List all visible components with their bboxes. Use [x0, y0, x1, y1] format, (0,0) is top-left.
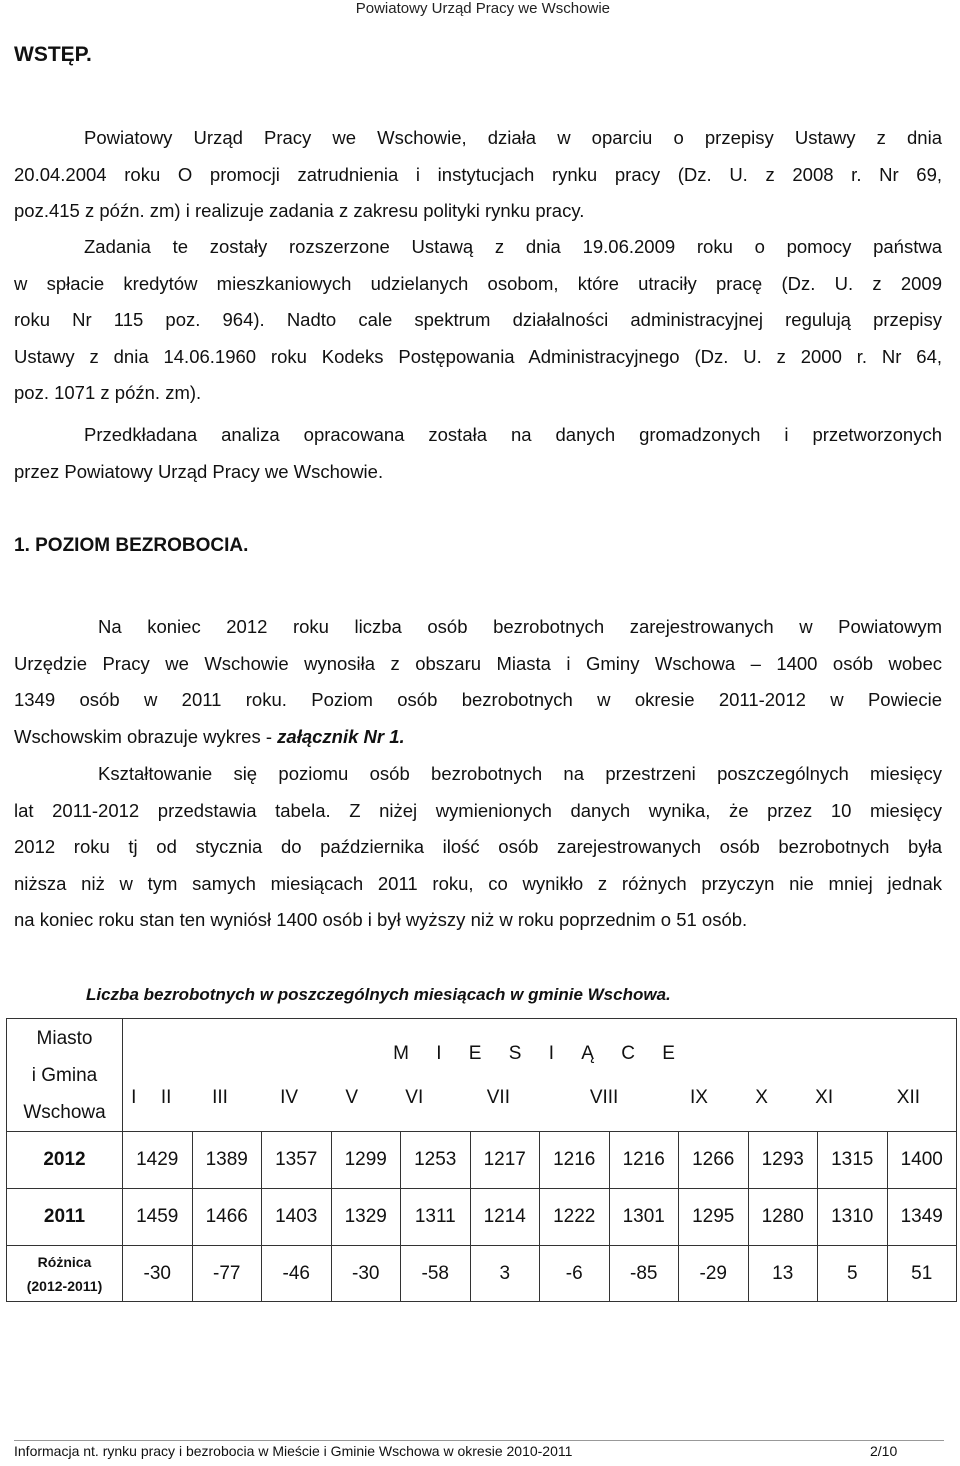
table-cell: 1329	[331, 1189, 401, 1246]
diff-cell: -30	[331, 1246, 401, 1302]
text-fragment: Wschowskim obrazuje wykres -	[14, 725, 278, 747]
corner-line: i Gmina	[31, 1064, 98, 1086]
table-cell: 1315	[818, 1132, 888, 1189]
month-header: I	[131, 1087, 137, 1108]
table-cell: 1403	[262, 1189, 332, 1246]
corner-line: Wschowa	[23, 1101, 106, 1123]
table-cell: 1253	[401, 1132, 471, 1189]
table-cell: 1389	[192, 1132, 262, 1189]
text-line: 20.04.2004 roku O promocji zatrudnienia i instytucjach rynku pracy (Dz. U. z 2008 r. Nr 69,	[14, 163, 942, 185]
section1-paragraph-2	[14, 756, 942, 939]
months-title: M I E S I Ą C E	[393, 1043, 686, 1064]
text-line: 2012 roku tj od stycznia do października ilość osób zarejestrowanych osób bezrobotnych była	[14, 836, 942, 857]
intro-paragraph-2	[14, 229, 942, 412]
table-cell: 1466	[192, 1189, 262, 1246]
table-cell: 1280	[748, 1189, 818, 1246]
footer-text: Informacja nt. rynku pracy i bezrobocia w Mieście i Gminie Wschowa w okresie 2010-2011	[14, 1443, 573, 1459]
table-cell: 1299	[331, 1132, 401, 1189]
table-cell: 1459	[123, 1189, 193, 1246]
diff-label-line: (2012-2011)	[26, 1277, 103, 1294]
diff-cell: -85	[609, 1246, 679, 1302]
table-cell: 1400	[887, 1132, 957, 1189]
month-header: XI	[815, 1087, 834, 1108]
month-header: IX	[690, 1087, 708, 1108]
diff-cell: -30	[123, 1246, 193, 1302]
month-header: IV	[280, 1087, 299, 1108]
diff-cell: -46	[262, 1246, 332, 1302]
text-line: Kształtowanie się poziomu osób bezrobotnych na przestrzeni poszczególnych miesięcy	[98, 763, 942, 784]
table-caption: Liczba bezrobotnych w poszczególnych miesiącach w gminie Wschowa.	[86, 985, 671, 1004]
diff-label	[7, 1246, 123, 1302]
text-line: Zadania te zostały rozszerzone Ustawą z dnia 19.06.2009 roku o pomocy państwa	[84, 236, 942, 257]
month-header: II	[160, 1087, 172, 1108]
diff-cell: 51	[887, 1246, 957, 1302]
table-cell: 1214	[470, 1189, 540, 1246]
text-line: Powiatowy Urząd Pracy we Wschowie, działa w oparciu o przepisy Ustawy z dnia	[84, 127, 942, 148]
diff-cell: -58	[401, 1246, 471, 1302]
month-header: III	[212, 1087, 228, 1108]
diff-cell: 3	[470, 1246, 540, 1302]
section1-paragraph-1	[14, 609, 942, 755]
month-header: V	[345, 1087, 358, 1108]
table-cell: 1295	[679, 1189, 749, 1246]
text-line: Przedkładana analiza opracowana została na danych gromadzonych i przetworzonych	[84, 424, 942, 445]
diff-cell: -6	[540, 1246, 610, 1302]
text-line: Ustawy z dnia 14.06.1960 roku Kodeks Postępowania Administracyjnego (Dz. U. z 2000 r. Nr 64,	[14, 345, 942, 367]
page-number: 2/10	[870, 1443, 898, 1459]
table-cell: 1429	[123, 1132, 193, 1189]
table-cell: 1293	[748, 1132, 818, 1189]
text-line: lat 2011-2012 przedstawia tabela. Z niżej wymienionych danych wynika, że przez 10 miesięcy	[14, 799, 942, 821]
diff-cell: 13	[748, 1246, 818, 1302]
text-line: poz. 1071 z późn. zm).	[14, 382, 202, 403]
table-cell: 1217	[470, 1132, 540, 1189]
table-corner-header	[7, 1019, 123, 1132]
text-line: w spłacie kredytów mieszkaniowych udzielanych osobom, które utraciły pracę (Dz. U. z 2009	[14, 272, 942, 294]
corner-line: Miasto	[36, 1027, 93, 1049]
diff-cell: 5	[818, 1246, 888, 1302]
table-cell: 1310	[818, 1189, 888, 1246]
table-cell: 1357	[262, 1132, 332, 1189]
table-cell: 1311	[401, 1189, 471, 1246]
months-header	[123, 1019, 957, 1132]
row-label: 2011	[7, 1189, 123, 1246]
table-cell: 1222	[540, 1189, 610, 1246]
diff-cell: -77	[192, 1246, 262, 1302]
table-cell: 1301	[609, 1189, 679, 1246]
diff-label-line: Różnica	[37, 1253, 92, 1270]
diff-cell: -29	[679, 1246, 749, 1302]
month-header: XII	[896, 1087, 921, 1108]
text-line	[14, 719, 942, 756]
heading-wstep: WSTĘP.	[14, 43, 92, 66]
page-header-title: Powiatowy Urząd Pracy we Wschowie	[355, 0, 610, 17]
month-header: VII	[486, 1087, 510, 1108]
row-label: 2012	[7, 1132, 123, 1189]
text-line: niższa niż w tym samych miesiącach 2011 roku, co wynikło z różnych przyczyn nie mniej jednak	[14, 872, 942, 894]
month-header: X	[755, 1087, 768, 1108]
table-cell: 1216	[540, 1132, 610, 1189]
attachment-reference: załącznik Nr 1.	[277, 725, 405, 747]
month-header: VI	[405, 1087, 424, 1108]
table-cell: 1266	[679, 1132, 749, 1189]
footer-divider	[14, 1440, 944, 1441]
unemployment-table	[6, 1018, 957, 1302]
text-line: poz.415 z późn. zm) i realizuje zadania z zakresu polityki rynku pracy.	[14, 200, 585, 221]
intro-paragraph-3	[14, 417, 942, 490]
text-line: Na koniec 2012 roku liczba osób bezrobotnych zarejestrowanych w Powiatowym	[98, 616, 942, 637]
text-line: na koniec roku stan ten wyniósł 1400 osób i był wyższy niż w roku poprzednim o 51 osób.	[14, 909, 748, 930]
table-cell: 1349	[887, 1189, 957, 1246]
text-line: przez Powiatowy Urząd Pracy we Wschowie.	[14, 460, 384, 482]
text-line: Urzędzie Pracy we Wschowie wynosiła z obszaru Miasta i Gminy Wschowa – 1400 osób wobec	[14, 652, 942, 674]
text-line: roku Nr 115 poz. 964). Nadto cale spektrum działalności administracyjnej regulują przepisy	[14, 309, 942, 330]
table-cell: 1216	[609, 1132, 679, 1189]
intro-paragraph-1	[14, 120, 942, 230]
text-line: 1349 osób w 2011 roku. Poziom osób bezrobotnych w okresie 2011-2012 w Powiecie	[14, 689, 942, 710]
heading-poziom-bezrobocia: 1. POZIOM BEZROBOCIA.	[14, 535, 249, 556]
month-header: VIII	[589, 1087, 619, 1108]
